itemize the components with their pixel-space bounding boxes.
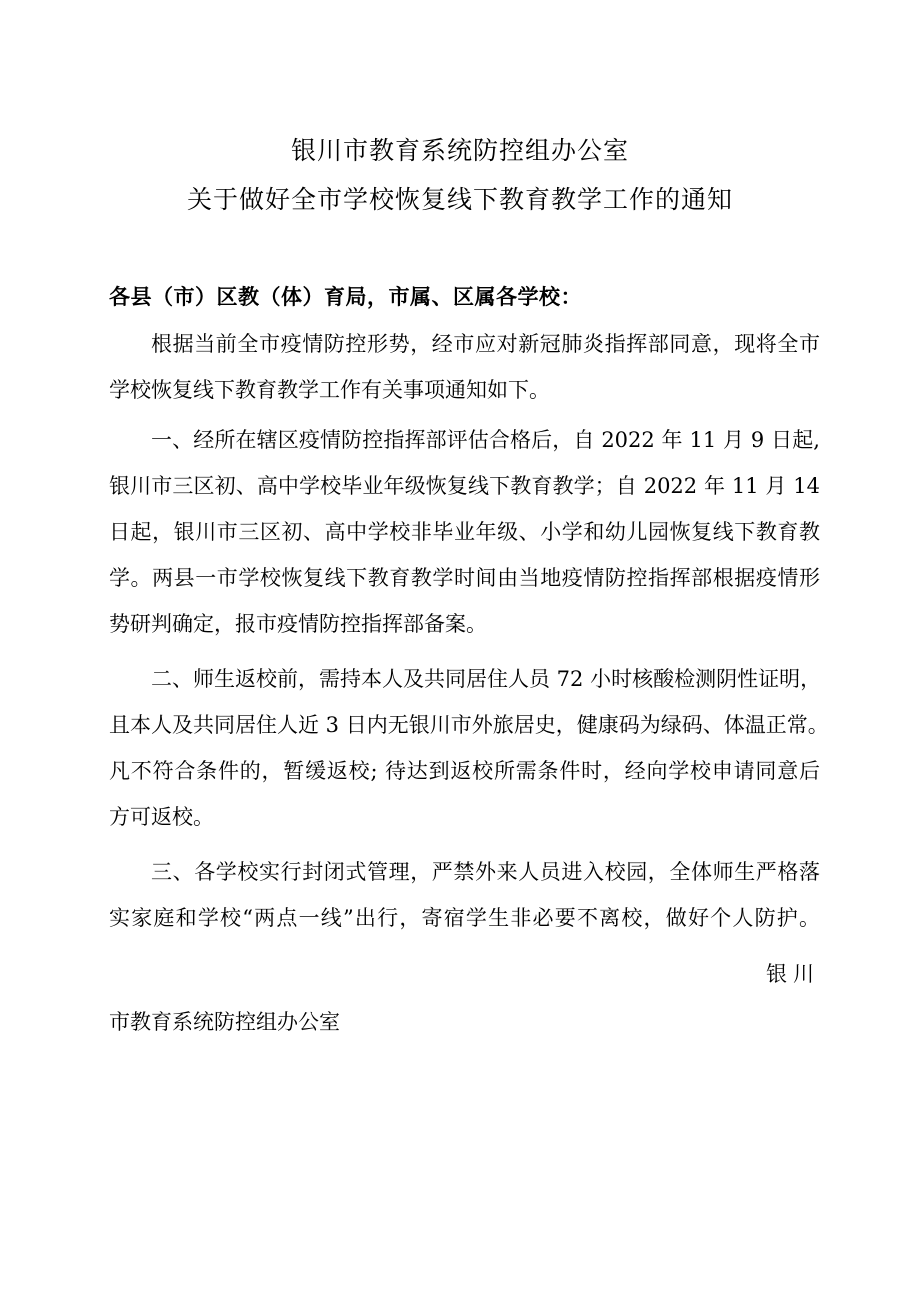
paragraph-line: 实家庭和学校“两点一线”出行，寄宿学生非必要不离校，做好个人防护。 xyxy=(109,906,820,930)
paragraph-line: 一、经所在辖区疫情防控指挥部评估合格后，自 2022 年 11 月 9 日起, xyxy=(151,428,820,452)
document-title-line-2: 关于做好全市学校恢复线下教育教学工作的通知 xyxy=(186,185,733,214)
paragraph-line: 二、师生返校前，需持本人及共同居住人员 72 小时核酸检测阴性证明， xyxy=(151,667,822,691)
paragraph-line: 凡不符合条件的，暂缓返校; 待达到返校所需条件时，经向学校申请同意后 xyxy=(109,759,820,783)
paragraph-line: 学校恢复线下教育教学工作有关事项通知如下。 xyxy=(109,378,550,402)
signature-part-1: 银川 xyxy=(766,962,820,986)
paragraph-line: 且本人及共同居住人近 3 日内无银川市外旅居史，健康码为绿码、体温正常。 xyxy=(109,713,829,737)
paragraph-line: 根据当前全市疫情防控形势，经市应对新冠肺炎指挥部同意，现将全市 xyxy=(151,332,820,356)
paragraph-line: 银川市三区初、高中学校毕业年级恢复线下教育教学；自 2022 年 11 月 14 xyxy=(109,474,820,498)
paragraph-item-1 xyxy=(109,417,820,647)
paragraph-line: 日起，银川市三区初、高中学校非毕业年级、小学和幼儿园恢复线下教育教 xyxy=(109,520,820,544)
paragraph-line: 方可返校。 xyxy=(109,805,214,829)
salutation: 各县（市）区教（体）育局，市属、区属各学校： xyxy=(109,284,582,309)
paragraph-intro xyxy=(109,321,820,413)
paragraph-line: 三、各学校实行封闭式管理，严禁外来人员进入校园，全体师生严格落 xyxy=(151,860,820,884)
paragraph-item-3 xyxy=(109,849,820,941)
paragraph-line: 势研判确定，报市疫情防控指挥部备案。 xyxy=(109,612,487,636)
document-title-line-1: 银川市教育系统防控组办公室 xyxy=(290,136,629,165)
paragraph-line: 学。两县一市学校恢复线下教育教学时间由当地疫情防控指挥部根据疫情形 xyxy=(109,566,820,590)
signature-part-2: 市教育系统防控组办公室 xyxy=(109,1010,340,1034)
paragraph-item-2 xyxy=(109,656,829,840)
